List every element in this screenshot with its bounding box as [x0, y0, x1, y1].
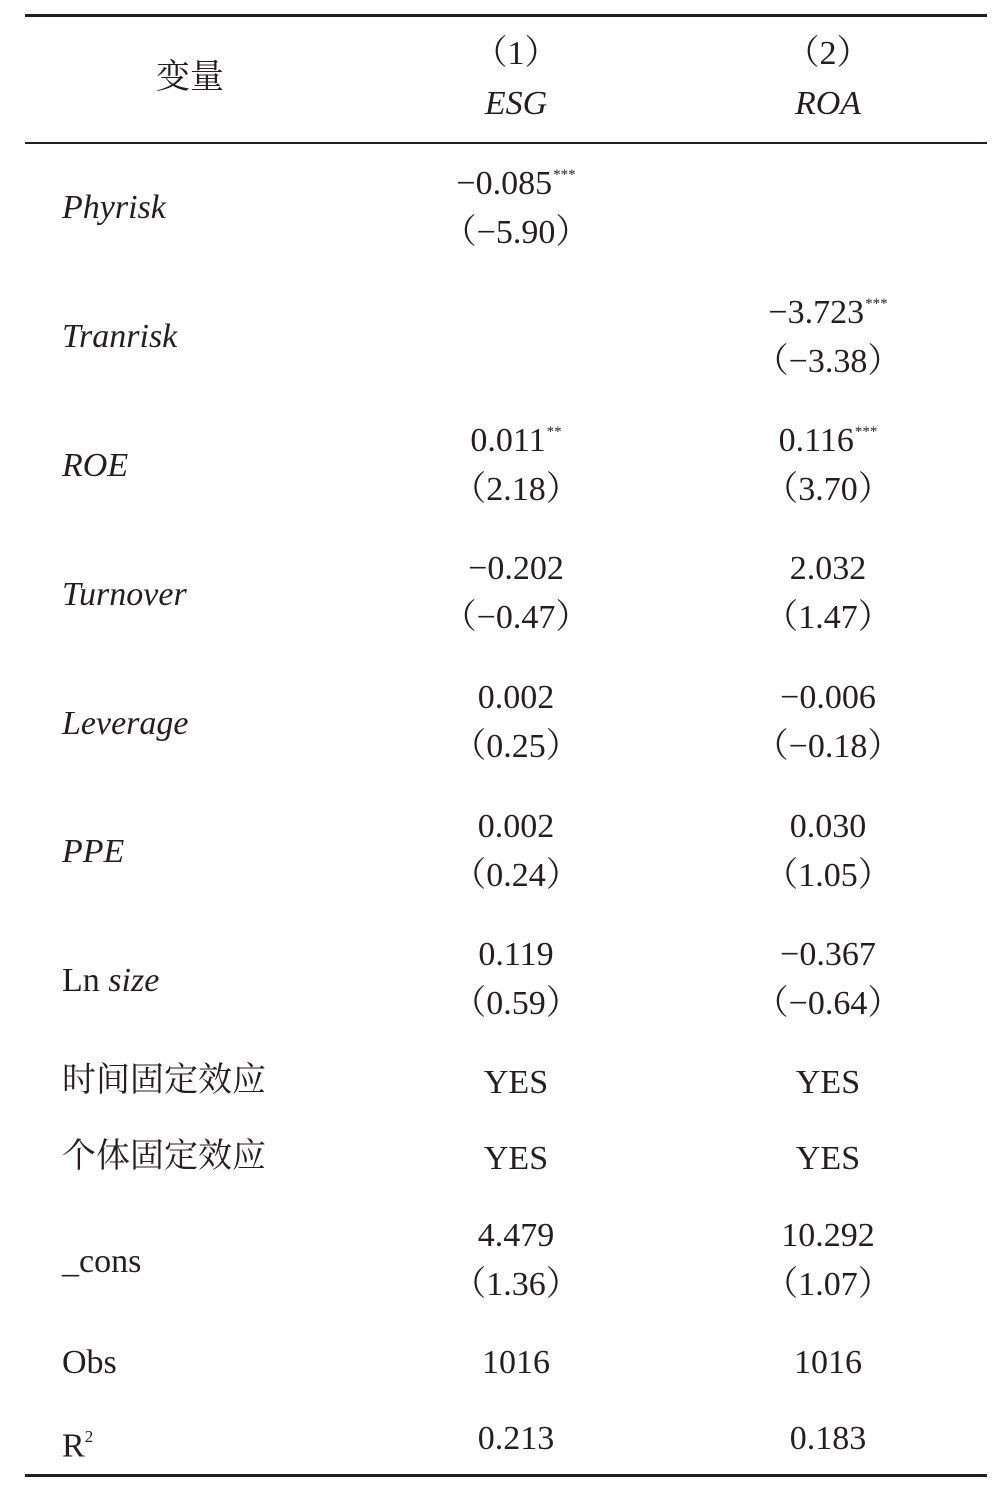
coef-leverage-col1: 0.002: [477, 679, 555, 716]
row-label-tranrisk: Tranrisk: [62, 318, 178, 355]
tstat-phyrisk-col1: （−5.90）: [442, 214, 590, 251]
bottom-rule: [25, 1474, 987, 1477]
header-col1-name: ESG: [484, 85, 548, 122]
coef-lnsize-col2: −0.367: [780, 936, 876, 973]
coef-cons-col1: 4.479: [477, 1217, 555, 1254]
obs-col2: 1016: [794, 1344, 862, 1381]
row-label-ppe: PPE: [62, 833, 125, 870]
coef-turnover-col2: 2.032: [789, 550, 867, 587]
header-col2-name: ROA: [794, 85, 862, 122]
entity-fe-col2: YES: [795, 1140, 861, 1177]
r2-col2: 0.183: [789, 1420, 867, 1457]
row-label-cons: _cons: [62, 1243, 142, 1280]
row-label-roe: ROE: [62, 447, 129, 484]
coef-roe-col1: 0.011**: [470, 422, 562, 459]
coef-ppe-col2: 0.030: [789, 808, 867, 845]
tstat-roe-col2: （3.70）: [764, 471, 892, 508]
row-label-obs: Obs: [62, 1344, 117, 1381]
header-rule: [25, 142, 987, 144]
tstat-ppe-col1: （0.24）: [452, 857, 580, 894]
tstat-leverage-col1: （0.25）: [452, 728, 580, 765]
time-fe-col2: YES: [795, 1064, 861, 1101]
tstat-lnsize-col2: （−0.64）: [754, 985, 902, 1022]
tstat-leverage-col2: （−0.18）: [754, 728, 902, 765]
obs-col1: 1016: [482, 1344, 550, 1381]
row-label-time-fe: 时间固定效应: [62, 1062, 266, 1099]
row-label-leverage: Leverage: [62, 705, 189, 742]
header-col2-number: （2）: [785, 35, 871, 72]
row-label-r2: $R^2$: [62, 1427, 94, 1465]
coef-lnsize-col1: 0.119: [478, 936, 554, 973]
tstat-cons-col1: （1.36）: [452, 1266, 580, 1303]
tstat-cons-col2: （1.07）: [764, 1266, 892, 1303]
row-label-entity-fe: 个体固定效应: [62, 1138, 266, 1175]
tstat-turnover-col2: （1.47）: [764, 599, 892, 636]
tstat-tranrisk-col2: （−3.38）: [754, 343, 902, 380]
top-rule: [25, 14, 987, 17]
row-label-turnover: Turnover: [62, 576, 187, 613]
header-variable: 变量: [156, 59, 224, 96]
r2-col1: 0.213: [477, 1420, 555, 1457]
tstat-ppe-col2: （1.05）: [764, 857, 892, 894]
coef-phyrisk-col1: −0.085***: [456, 165, 576, 202]
coef-cons-col2: 10.292: [781, 1217, 875, 1254]
tstat-turnover-col1: （−0.47）: [442, 599, 590, 636]
coef-roe-col2: 0.116***: [778, 422, 878, 459]
header-col1-number: （1）: [473, 35, 559, 72]
coef-turnover-col1: −0.202: [468, 550, 564, 587]
coef-ppe-col1: 0.002: [477, 808, 555, 845]
tstat-roe-col1: （2.18）: [452, 471, 580, 508]
tstat-lnsize-col1: （0.59）: [452, 985, 580, 1022]
row-label-ln-size: Ln size: [62, 962, 160, 999]
coef-tranrisk-col2: −3.723***: [768, 294, 888, 331]
row-label-phyrisk: Phyrisk: [62, 189, 166, 226]
coef-leverage-col2: −0.006: [780, 679, 876, 716]
time-fe-col1: YES: [483, 1064, 549, 1101]
entity-fe-col1: YES: [483, 1140, 549, 1177]
